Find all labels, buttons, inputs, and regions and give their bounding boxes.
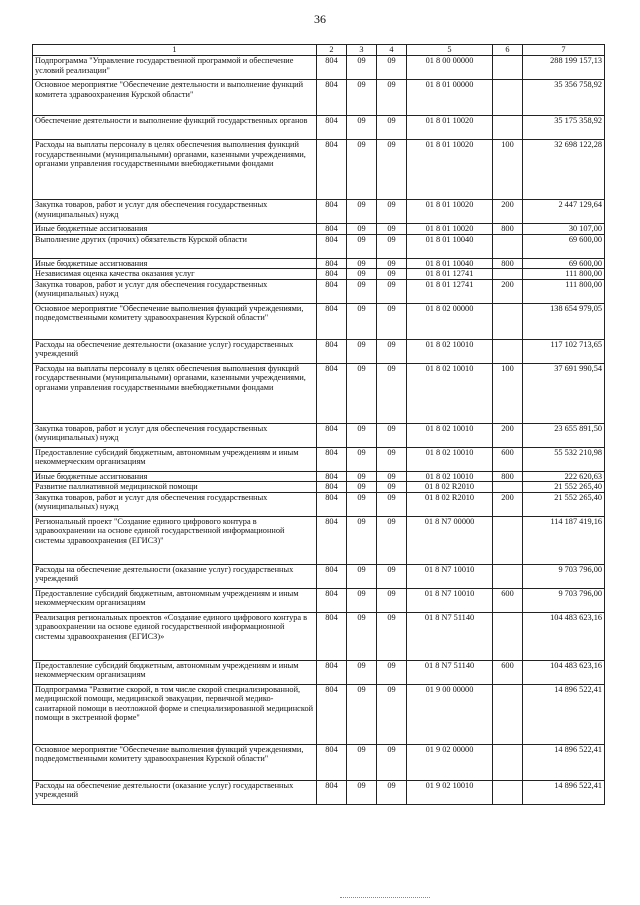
column-header: 3 [347,45,377,56]
table-row [33,269,605,280]
row-code-3: 09 [347,279,377,303]
table-row [33,363,605,423]
row-name: Расходы на выплаты персоналу в целях обеспечения выполнения функций государственными (муниципальными) органами, казенными учреждениями, органами управления государственными внебюджетными фондами [33,363,317,423]
row-code-5: 01 9 02 10010 [407,780,493,804]
budget-table [32,44,605,805]
row-code-3: 09 [347,269,377,280]
row-code-6: 800 [493,471,523,482]
row-amount: 288 199 157,13 [523,56,605,80]
row-code-4: 09 [377,140,407,200]
row-code-5: 01 8 01 12741 [407,279,493,303]
row-code-2: 804 [317,339,347,363]
table-row [33,744,605,780]
table-row [33,423,605,447]
row-code-6 [493,482,523,493]
row-code-4: 09 [377,684,407,744]
row-code-4: 09 [377,564,407,588]
row-code-3: 09 [347,492,377,516]
row-code-6 [493,80,523,116]
row-code-6: 600 [493,447,523,471]
row-code-2: 804 [317,660,347,684]
row-code-3: 09 [347,447,377,471]
row-code-2: 804 [317,423,347,447]
row-code-6: 200 [493,200,523,224]
row-code-5: 01 8 N7 10010 [407,588,493,612]
row-code-2: 804 [317,588,347,612]
column-header: 5 [407,45,493,56]
column-header: 6 [493,45,523,56]
row-name: Закупка товаров, работ и услуг для обеспечения государственных (муниципальных) нужд [33,200,317,224]
table-row [33,279,605,303]
row-amount: 35 356 758,92 [523,80,605,116]
row-amount: 21 552 265,40 [523,492,605,516]
table-header-row [33,45,605,56]
row-code-6: 100 [493,363,523,423]
table-row [33,588,605,612]
row-name: Развитие паллиативной медицинской помощи [33,482,317,493]
row-code-5: 01 8 02 10010 [407,339,493,363]
row-code-4: 09 [377,588,407,612]
row-code-2: 804 [317,200,347,224]
row-name: Предоставление субсидий бюджетным, автономным учреждениям и иным некоммерческим организациям [33,660,317,684]
row-code-6 [493,116,523,140]
row-code-4: 09 [377,339,407,363]
row-code-2: 804 [317,363,347,423]
column-header: 1 [33,45,317,56]
row-code-5: 01 8 00 00000 [407,56,493,80]
row-code-6 [493,339,523,363]
row-code-4: 09 [377,612,407,660]
row-code-3: 09 [347,200,377,224]
row-code-6 [493,744,523,780]
row-code-5: 01 8 02 10010 [407,363,493,423]
table-row [33,140,605,200]
row-code-5: 01 8 02 R2010 [407,482,493,493]
row-code-3: 09 [347,234,377,258]
row-amount: 104 483 623,16 [523,660,605,684]
row-amount: 21 552 265,40 [523,482,605,493]
scan-artifact [340,897,430,900]
row-code-3: 09 [347,564,377,588]
row-amount: 117 102 713,65 [523,339,605,363]
row-code-6: 800 [493,224,523,235]
row-code-6 [493,684,523,744]
row-amount: 114 187 419,16 [523,516,605,564]
row-code-4: 09 [377,56,407,80]
row-name: Расходы на обеспечение деятельности (оказание услуг) государственных учреждений [33,780,317,804]
row-code-3: 09 [347,258,377,269]
row-code-6 [493,269,523,280]
row-code-2: 804 [317,269,347,280]
row-code-6: 200 [493,423,523,447]
row-code-5: 01 8 N7 51140 [407,660,493,684]
row-amount: 69 600,00 [523,234,605,258]
row-code-3: 09 [347,56,377,80]
row-amount: 32 698 122,28 [523,140,605,200]
row-name: Основное мероприятие "Обеспечение выполнения функций учреждениями, подведомственными комитету здравоохранения Курской области" [33,744,317,780]
row-amount: 69 600,00 [523,258,605,269]
row-code-2: 804 [317,471,347,482]
row-code-3: 09 [347,780,377,804]
row-name: Подпрограмма "Управление государственной программой и обеспечение условий реализации" [33,56,317,80]
row-code-5: 01 9 02 00000 [407,744,493,780]
row-name: Закупка товаров, работ и услуг для обеспечения государственных (муниципальных) нужд [33,279,317,303]
row-code-3: 09 [347,423,377,447]
row-code-2: 804 [317,780,347,804]
row-code-4: 09 [377,200,407,224]
row-code-2: 804 [317,303,347,339]
row-code-4: 09 [377,279,407,303]
row-code-4: 09 [377,482,407,493]
row-code-2: 804 [317,140,347,200]
table-row [33,482,605,493]
row-amount: 9 703 796,00 [523,588,605,612]
row-code-3: 09 [347,612,377,660]
row-name: Реализация региональных проектов «Создание единого цифрового контура в здравоохранении на основе единой государственной информационной системы здравоохранения (ЕГИСЗ)» [33,612,317,660]
row-code-2: 804 [317,258,347,269]
table-row [33,492,605,516]
row-code-5: 01 8 02 R2010 [407,492,493,516]
table-row [33,780,605,804]
row-amount: 111 800,00 [523,279,605,303]
row-amount: 2 447 129,64 [523,200,605,224]
row-code-5: 01 8 01 10020 [407,224,493,235]
row-code-6 [493,612,523,660]
row-code-4: 09 [377,660,407,684]
row-code-4: 09 [377,492,407,516]
row-code-6 [493,234,523,258]
row-code-4: 09 [377,447,407,471]
row-amount: 35 175 358,92 [523,116,605,140]
table-row [33,80,605,116]
row-amount: 14 896 522,41 [523,744,605,780]
row-name: Расходы на выплаты персоналу в целях обеспечения выполнения функций государственными (муниципальными) органами, казенными учреждениями, органами управления государственными внебюджетными фондами [33,140,317,200]
row-name: Подпрограмма "Развитие скорой, в том числе скорой специализированной, медицинской помощи, медицинской эвакуации, первичной медико-санитарной помощи в неотложной форме и специализированной медицинской помощи в экстренной форме" [33,684,317,744]
row-code-6 [493,516,523,564]
column-header: 7 [523,45,605,56]
row-code-5: 01 8 01 10020 [407,200,493,224]
row-code-6 [493,780,523,804]
row-code-3: 09 [347,516,377,564]
row-code-3: 09 [347,339,377,363]
row-name: Иные бюджетные ассигнования [33,258,317,269]
row-code-5: 01 8 01 00000 [407,80,493,116]
row-code-3: 09 [347,224,377,235]
row-code-2: 804 [317,492,347,516]
table-row [33,303,605,339]
row-code-2: 804 [317,744,347,780]
row-code-2: 804 [317,516,347,564]
row-name: Независимая оценка качества оказания услуг [33,269,317,280]
row-code-6 [493,56,523,80]
row-amount: 55 532 210,98 [523,447,605,471]
table-row [33,447,605,471]
row-code-4: 09 [377,80,407,116]
row-code-2: 804 [317,80,347,116]
row-amount: 37 691 990,54 [523,363,605,423]
table-row [33,200,605,224]
row-code-5: 01 8 01 10020 [407,116,493,140]
table-row [33,660,605,684]
row-code-6: 800 [493,258,523,269]
row-code-2: 804 [317,224,347,235]
row-amount: 23 655 891,50 [523,423,605,447]
row-code-5: 01 8 N7 51140 [407,612,493,660]
row-code-4: 09 [377,303,407,339]
row-name: Иные бюджетные ассигнования [33,224,317,235]
row-code-2: 804 [317,564,347,588]
row-code-6: 600 [493,660,523,684]
row-code-6: 200 [493,492,523,516]
row-code-3: 09 [347,588,377,612]
row-name: Иные бюджетные ассигнования [33,471,317,482]
row-name: Предоставление субсидий бюджетным, автономным учреждениям и иным некоммерческим организациям [33,588,317,612]
row-code-5: 01 8 02 00000 [407,303,493,339]
row-code-5: 01 8 02 10010 [407,423,493,447]
row-name: Расходы на обеспечение деятельности (оказание услуг) государственных учреждений [33,564,317,588]
row-code-5: 01 8 02 10010 [407,471,493,482]
row-code-4: 09 [377,471,407,482]
row-code-5: 01 8 01 12741 [407,269,493,280]
row-code-2: 804 [317,612,347,660]
row-code-2: 804 [317,279,347,303]
row-amount: 30 107,00 [523,224,605,235]
row-code-3: 09 [347,660,377,684]
row-amount: 222 620,63 [523,471,605,482]
row-code-3: 09 [347,363,377,423]
row-amount: 111 800,00 [523,269,605,280]
row-code-3: 09 [347,684,377,744]
table-row [33,234,605,258]
table-row [33,258,605,269]
row-amount: 14 896 522,41 [523,684,605,744]
row-code-5: 01 9 00 00000 [407,684,493,744]
row-code-5: 01 8 01 10020 [407,140,493,200]
row-code-2: 804 [317,116,347,140]
row-code-2: 804 [317,447,347,471]
row-name: Расходы на обеспечение деятельности (оказание услуг) государственных учреждений [33,339,317,363]
row-name: Основное мероприятие "Обеспечение выполнения функций учреждениями, подведомственными комитету здравоохранения Курской области" [33,303,317,339]
row-code-4: 09 [377,269,407,280]
row-name: Выполнение других (прочих) обязательств Курской области [33,234,317,258]
table-row [33,612,605,660]
row-code-5: 01 8 01 10040 [407,234,493,258]
row-name: Закупка товаров, работ и услуг для обеспечения государственных (муниципальных) нужд [33,423,317,447]
table-row [33,56,605,80]
row-code-3: 09 [347,303,377,339]
row-code-5: 01 8 01 10040 [407,258,493,269]
row-code-4: 09 [377,780,407,804]
row-code-4: 09 [377,516,407,564]
page-number: 36 [314,12,326,26]
row-code-3: 09 [347,482,377,493]
table-row [33,116,605,140]
row-name: Основное мероприятие "Обеспечение деятельности и выполнение функций комитета здравоохранения Курской области" [33,80,317,116]
row-code-4: 09 [377,258,407,269]
row-code-2: 804 [317,234,347,258]
row-code-4: 09 [377,224,407,235]
row-code-3: 09 [347,80,377,116]
row-code-5: 01 8 N7 10010 [407,564,493,588]
row-code-4: 09 [377,744,407,780]
row-name: Обеспечение деятельности и выполнение функций государственных органов [33,116,317,140]
row-code-6 [493,303,523,339]
row-code-5: 01 8 02 10010 [407,447,493,471]
table-body [33,56,605,805]
row-code-6: 200 [493,279,523,303]
row-amount: 14 896 522,41 [523,780,605,804]
row-code-3: 09 [347,140,377,200]
row-code-6: 100 [493,140,523,200]
table-row [33,224,605,235]
row-code-4: 09 [377,423,407,447]
table-row [33,339,605,363]
row-code-2: 804 [317,684,347,744]
row-code-2: 804 [317,482,347,493]
column-header: 4 [377,45,407,56]
row-code-3: 09 [347,471,377,482]
row-code-4: 09 [377,363,407,423]
row-code-4: 09 [377,116,407,140]
table-row [33,564,605,588]
row-amount: 138 654 979,05 [523,303,605,339]
row-amount: 104 483 623,16 [523,612,605,660]
row-code-4: 09 [377,234,407,258]
row-code-2: 804 [317,56,347,80]
row-amount: 9 703 796,00 [523,564,605,588]
row-name: Региональный проект "Создание единого цифрового контура в здравоохранении на основе единой государственной информационной системы здравоохранения (ЕГИСЗ)" [33,516,317,564]
row-code-3: 09 [347,116,377,140]
row-code-3: 09 [347,744,377,780]
row-code-6 [493,564,523,588]
table-row [33,684,605,744]
row-code-5: 01 8 N7 00000 [407,516,493,564]
row-name: Предоставление субсидий бюджетным, автономным учреждениям и иным некоммерческим организациям [33,447,317,471]
column-header: 2 [317,45,347,56]
row-code-6: 600 [493,588,523,612]
row-name: Закупка товаров, работ и услуг для обеспечения государственных (муниципальных) нужд [33,492,317,516]
table-row [33,471,605,482]
table-row [33,516,605,564]
